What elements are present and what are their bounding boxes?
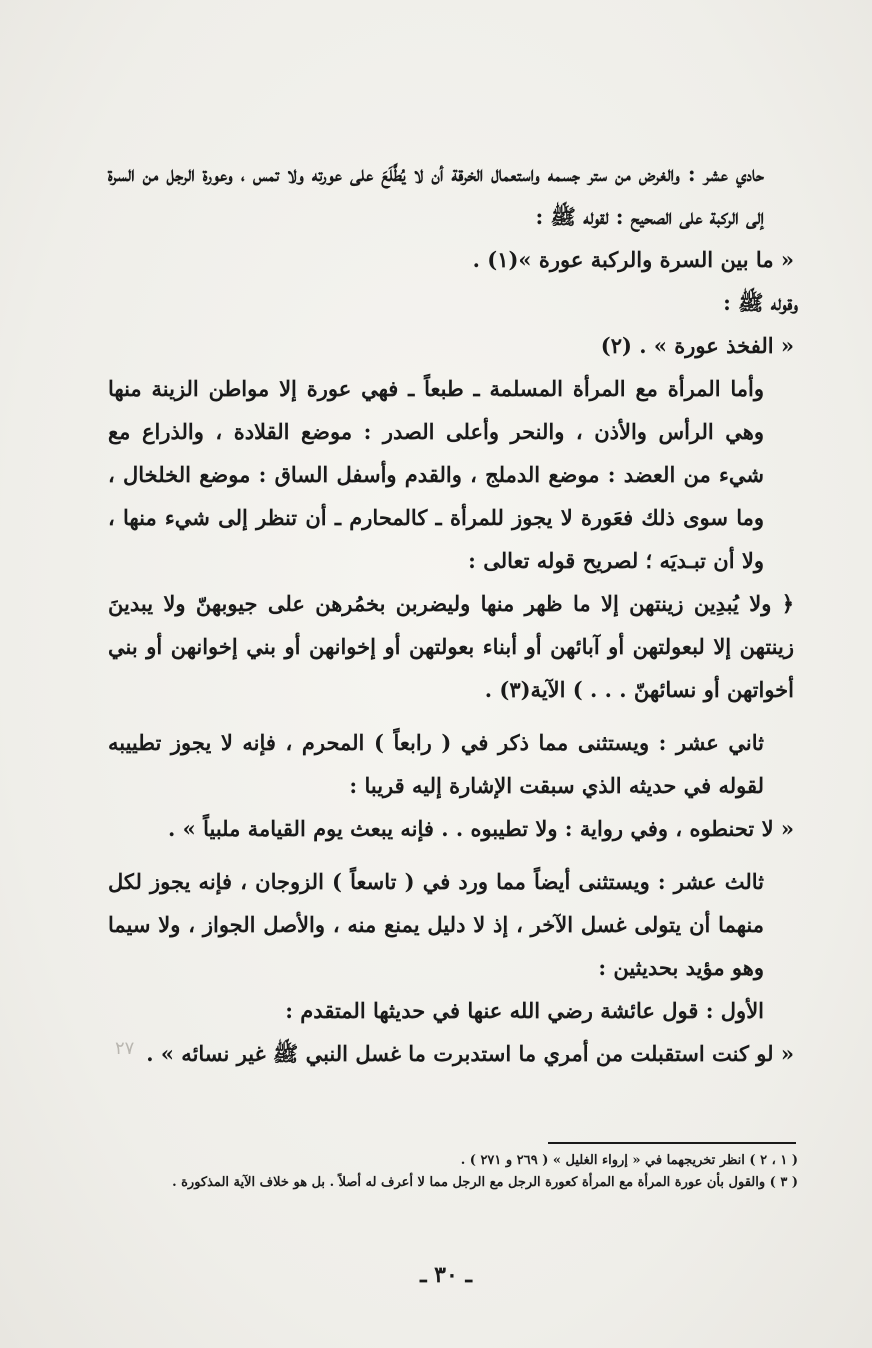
quran-verse-quote: ﴿ ولا يُبدِين زينتهن إلا ما ظهر منها وليضربن بخمُرهن على جيوبهنّ ولا يبدينَ زينتهن إلا لبعولتهن أو آبائهن أو أبناء بعولتهن أو إخوانهن أو بني إخوانهن أو بني أخواتهن أو نسائهنّ . . . ) الآية(٣) .: [108, 591, 794, 702]
page-number: ـ ٣٠ ـ: [420, 1262, 472, 1288]
hadith-quote-aisha: « لو كنت استقبلت من أمري ما استدبرت ما غسل النبي ﷺ غير نسائه » .: [146, 1041, 794, 1066]
footnote-divider: [548, 1142, 796, 1144]
paragraph-eleventh: حادي عشر : والغرض من ستر جسمه واستعمال الخرقة أن لا يُطَّلَعَ على عورته ولا تمس ، وعورة الرجل من السرة إلى الركبة على الصحيح : لقوله ﷺ :: [108, 161, 764, 229]
paragraph-first-hadith: الأول : قول عائشة رضي الله عنها في حديثها المتقدم :: [285, 998, 764, 1023]
footnotes: [100, 1150, 798, 1194]
paragraph-woman-awrah: وأما المرأة مع المرأة المسلمة ـ طبعاً ـ فهي عورة إلا مواطن الزينة منها وهي الرأس والأذن ، والنحر وأعلى الصدر : موضع القلادة ، والذراع مع شيء من العضد : موضع الدملج ، والقدم وأسفل الساق : موضع الخلخال ، وما سوى ذلك فعَورة لا يجوز للمرأة ـ كالمحارم ـ أن تنظر إلى شيء منها ، ولا أن تبـديَه ؛ لصريح قوله تعالى :: [108, 376, 764, 573]
hadith-quote-muhrim: « لا تحنطوه ، وفي رواية : ولا تطيبوه . . فإنه يبعث يوم القيامة ملبياً » .: [168, 816, 794, 841]
hadith-quote-thigh: « الفخذ عورة » . (٢): [600, 333, 794, 358]
margin-smudge: ٢٧: [115, 1038, 135, 1059]
paragraph-his-saying: وقوله ﷺ :: [723, 290, 798, 315]
paragraph-thirteenth: ثالث عشر : ويستثنى أيضاً مما ورد في ( تاسعاً ) الزوجان ، فإنه يجوز لكل منهما أن يتولى غسل الآخر ، إذ لا دليل يمنع منه ، والأصل الجواز ، ولا سيما وهو مؤيد بحديثين :: [108, 869, 764, 980]
main-text: [108, 152, 798, 1075]
footnote-1-2: ( ١ ، ٢ ) انظر تخريجهما في « إرواء الغليل » ( ٢٦٩ و ٢٧١ ) .: [460, 1153, 798, 1168]
hadith-quote-navel-knee: « ما بين السرة والركبة عورة »(١) .: [472, 247, 794, 272]
footnote-3: ( ٣ ) والقول بأن عورة المرأة مع المرأة كعورة الرجل مع الرجل مما لا أعرف له أصلاً . بل هو خلاف الآية المذكورة .: [172, 1175, 798, 1190]
paragraph-twelfth: ثاني عشر : ويستثنى مما ذكر في ( رابعاً ) المحرم ، فإنه لا يجوز تطييبه لقوله في حديثه الذي سبقت الإشارة إليه قريبا :: [108, 730, 764, 798]
